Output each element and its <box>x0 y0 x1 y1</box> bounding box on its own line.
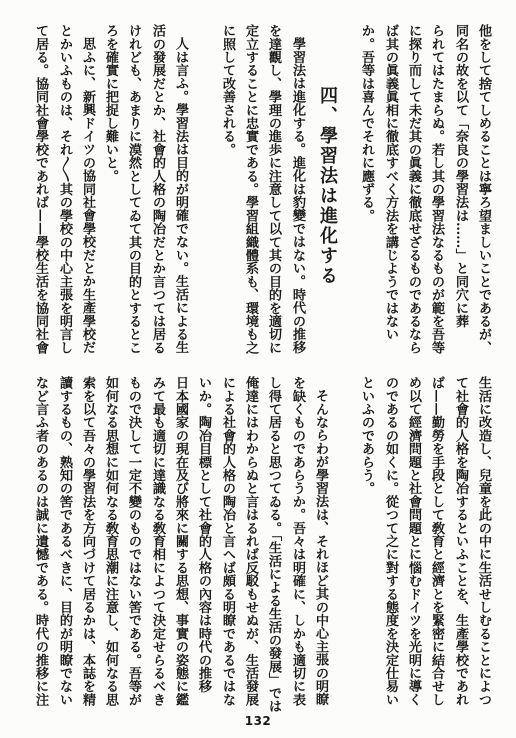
text-line: られてはたまらぬ。若し其の學習法なるものが範を吾等 <box>429 24 444 354</box>
text-line: そんならわが學習法は、それほど其の中心主張の明瞭 <box>313 389 328 706</box>
text-line: 活の發展だとか、社會的人格の陶冶だとか言つては居る <box>150 24 165 354</box>
text-line: による社會的人格の陶冶と言へば頗る明瞭であるではな <box>220 376 235 706</box>
text-line: 日本國家の現在及び將來に關する思想、事實の姿態に鑑 <box>173 376 188 706</box>
text-line: 讀するもの、熟知の筈であるべきに、目的が明瞭でない <box>57 376 72 706</box>
text-line: ば——勤勞を手段として敎育と經濟とを緊密に結合せし <box>429 376 444 706</box>
text-line: に照して改善される。 <box>220 24 235 156</box>
text-line: 學習法は進化する。進化は豹變ではない。時代の推移 <box>290 37 305 354</box>
text-line: ろを確實に把捉し難いと。 <box>103 24 118 183</box>
text-line: みて最も適切に達識なる敎育相によつて決定せらるべき <box>150 376 165 706</box>
text-line: 他をして捨てしめることは寧ろ望ましいことであるが、 <box>476 24 491 354</box>
upper-tier <box>0 24 516 358</box>
text-line: もので決して一定不變のものではない筈である。吾等が <box>126 376 141 706</box>
text-line: 定立することに忠實である。學習組織體系も、環境も之 <box>243 24 258 354</box>
text-line: のであるの如くに。從つて之に對する態度を決定仕易い <box>383 376 398 706</box>
text-line: 如何なる思想に如何なる敎育思潮に注意し、如何なる思 <box>103 376 118 706</box>
text-line: といふのであらう。 <box>359 376 374 495</box>
text-line: し得て居ると思つてゐる。「生活による生活の發展」では <box>266 376 281 713</box>
text-line: て社會的人格を陶冶するといふことを、生產學校であれ <box>453 376 468 706</box>
text-line: か。吾等は喜んでそれに應ずる。 <box>359 24 374 222</box>
text-line: 生活に改造し、兒童を此の中に生活せしむることによつ <box>476 376 491 706</box>
text-line: など言ふ者のあるのは誠に遺憾である。時代の推移に注 <box>33 376 48 706</box>
text-line: いか。陶冶目標として社會的人格の內容は時代の推移 <box>196 376 211 693</box>
text-line: 索を以て吾々の學習法を方向づけて居るかは、本誌を精 <box>80 376 95 706</box>
text-line: ば其の眞義眞相に徹底すべく方法を講じようではない <box>383 24 398 341</box>
text-line: 人は言ふ。學習法は目的が明確でない。生活による生 <box>173 37 188 354</box>
text-line: 同名の故を以て「奈良の學習法は……」と同穴に葬 <box>453 24 468 328</box>
text-line: め以て經濟問題と社會問題とに惱むドイツを光明に導く <box>406 376 421 706</box>
section-heading: 四、學習法は進化する <box>317 86 338 286</box>
page-number: 132 <box>244 714 272 728</box>
text-line: を缺くものであらうか。吾々は明確に、しかも適切に表 <box>290 376 305 706</box>
lower-tier <box>0 376 516 713</box>
text-line: とかいふものは、それ〳〵其の學校の中心主張を明言し <box>57 24 72 354</box>
text-line: 思ふに、新興ドイツの協同社會學校だとか生產學校だ <box>80 37 95 354</box>
text-line: けれども、あまりに漠然としてゐて其の目的とするとこ <box>126 24 141 354</box>
text-line: て居る。協同社會學校であれば——學校生活を協同社會 <box>33 24 48 354</box>
text-line: を達觀し、學理の進歩に注意して以て其の目的を適切に <box>266 24 281 354</box>
text-line: に探り而して未だ其の眞義に徹底せざるものであるなら <box>406 24 421 354</box>
text-line: 俺達にはわからぬと言はるれば反駁もせぬが、生活發展 <box>243 376 258 706</box>
